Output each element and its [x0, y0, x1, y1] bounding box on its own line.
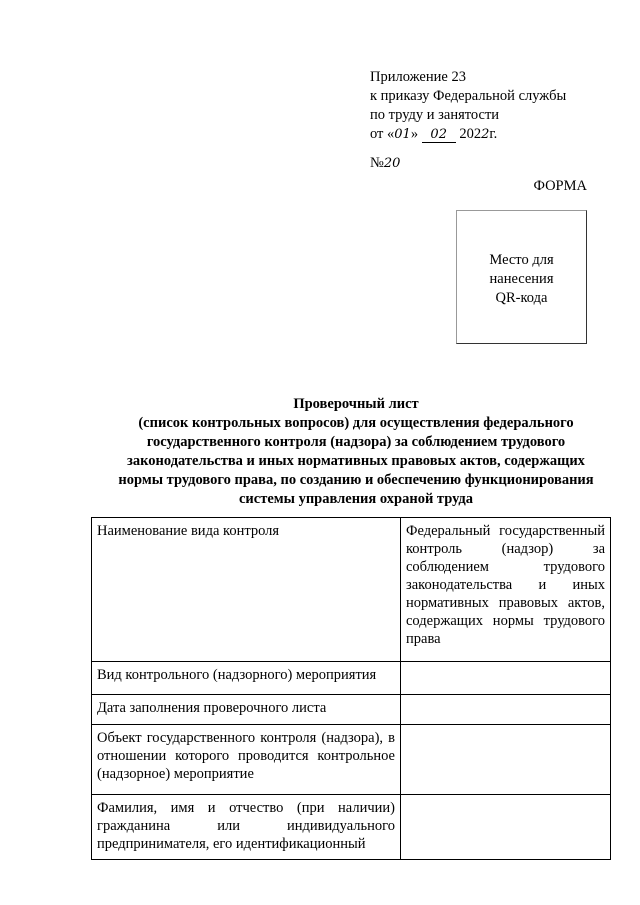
date-year-digit: 2 [481, 127, 490, 142]
table-row [92, 518, 611, 662]
appendix-date [370, 125, 566, 144]
title-line-6: системы управления охраной труда [238, 491, 474, 507]
row-label: Фамилия, имя и отчество (при наличии) гражданина или индивидуального предпринимателя, его идентификационный [92, 795, 401, 860]
table-row [92, 695, 611, 725]
appendix-header [370, 68, 566, 173]
date-day: 01 [394, 127, 411, 142]
date-month: 02 [422, 128, 456, 143]
table-row [92, 725, 611, 795]
row-value[interactable] [401, 725, 611, 795]
date-prefix: от « [370, 126, 395, 142]
row-value[interactable] [401, 662, 611, 695]
qr-placeholder-text [457, 251, 586, 308]
row-label: Вид контрольного (надзорного) мероприятия [92, 662, 401, 695]
document-title [86, 395, 626, 509]
title-line-5: нормы трудового права, по созданию и обеспечению функционирования [118, 472, 594, 488]
title-line-3: государственного контроля (надзора) за соблюдением трудового [146, 434, 566, 450]
number-prefix: № [370, 155, 384, 171]
title-line-1: Проверочный лист [293, 396, 419, 412]
qr-code-placeholder [456, 210, 587, 344]
qr-line-1: Место для [489, 252, 554, 268]
row-value[interactable] [401, 795, 611, 860]
date-mid: » [410, 126, 419, 142]
row-value: Федеральный государственный контроль (надзор) за соблюдением трудового законодательства и иных нормативных правовых актов, содержащих нормы трудового права [401, 518, 611, 662]
row-label: Дата заполнения проверочного листа [92, 695, 401, 725]
table-row [92, 795, 611, 860]
number-value: 20 [383, 156, 401, 171]
row-label: Объект государственного контроля (надзора), в отношении которого проводится контрольное (надзорное) мероприятие [92, 725, 401, 795]
title-line-4: законодательства и иных нормативных правовых актов, содержащих [127, 453, 585, 469]
checklist-table [91, 517, 611, 860]
date-suffix: г. [489, 126, 498, 142]
appendix-title: Приложение 23 [370, 69, 466, 85]
appendix-order-ref-2: по труду и занятости [370, 107, 500, 123]
title-line-2: (список контрольных вопросов) для осуществления федерального [138, 415, 574, 431]
date-year-prefix: 202 [459, 126, 482, 142]
table-row [92, 662, 611, 695]
appendix-number [370, 154, 566, 173]
appendix-order-ref: к приказу Федеральной службы [370, 88, 567, 104]
row-value[interactable] [401, 695, 611, 725]
row-label: Наименование вида контроля [92, 518, 401, 662]
form-label: ФОРМА [533, 178, 587, 194]
qr-line-3: QR-кода [495, 290, 548, 306]
qr-line-2: нанесения [489, 271, 554, 287]
